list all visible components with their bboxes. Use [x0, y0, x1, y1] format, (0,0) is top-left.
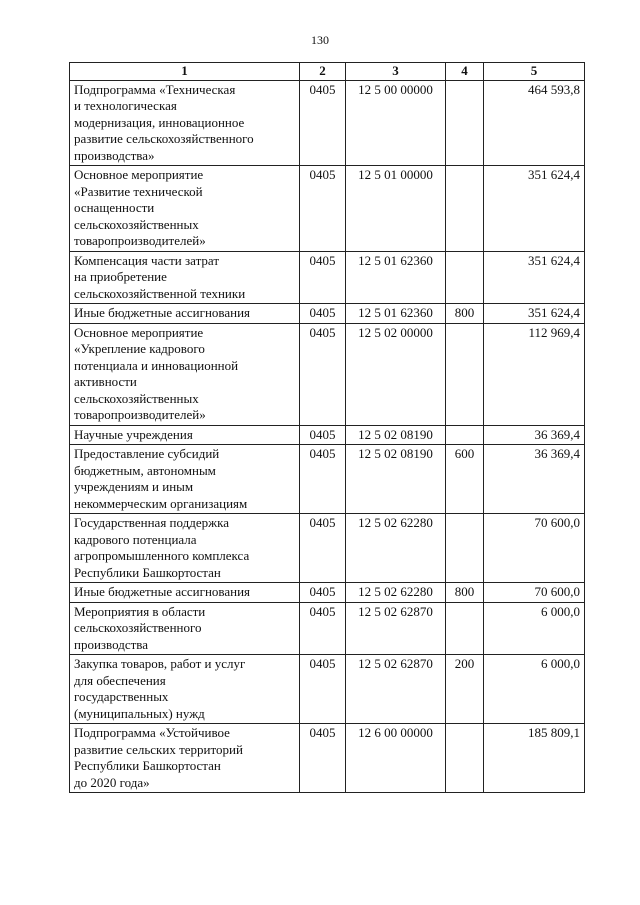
row-name: Подпрограмма «Устойчивое развитие сельских территорий Республики Башкортостан до 2020 года» [70, 724, 300, 793]
row-name: Основное мероприятие «Развитие технической оснащенности сельскохозяйственных товаропроизводителей» [70, 166, 300, 252]
table-body [70, 80, 585, 793]
row-name: Иные бюджетные ассигнования [70, 583, 300, 603]
row-target-code: 12 5 02 62280 [346, 583, 446, 603]
page-number: 130 [311, 33, 329, 47]
row-target-code: 12 5 02 08190 [346, 445, 446, 514]
table-row [70, 323, 585, 425]
table-row [70, 583, 585, 603]
row-section-code: 0405 [300, 583, 346, 603]
row-expense-kind: 800 [446, 583, 484, 603]
row-expense-kind: 600 [446, 445, 484, 514]
row-target-code: 12 5 00 00000 [346, 80, 446, 166]
row-section-code: 0405 [300, 655, 346, 724]
column-header-5: 5 [484, 63, 585, 81]
row-name: Иные бюджетные ассигнования [70, 304, 300, 324]
row-expense-kind: 200 [446, 655, 484, 724]
row-expense-kind [446, 514, 484, 583]
row-target-code: 12 5 02 00000 [346, 323, 446, 425]
column-header-1: 1 [70, 63, 300, 81]
row-target-code: 12 5 02 62870 [346, 655, 446, 724]
table-row [70, 514, 585, 583]
table-row [70, 304, 585, 324]
row-amount: 6 000,0 [484, 655, 585, 724]
row-name: Мероприятия в области сельскохозяйственного производства [70, 602, 300, 655]
row-expense-kind [446, 724, 484, 793]
table-header-row [70, 63, 585, 81]
row-amount: 70 600,0 [484, 583, 585, 603]
row-amount: 36 369,4 [484, 445, 585, 514]
row-target-code: 12 5 02 62870 [346, 602, 446, 655]
table-row [70, 655, 585, 724]
table-row [70, 80, 585, 166]
row-name: Научные учреждения [70, 425, 300, 445]
row-section-code: 0405 [300, 602, 346, 655]
table-row [70, 166, 585, 252]
column-header-3: 3 [346, 63, 446, 81]
column-header-2: 2 [300, 63, 346, 81]
row-expense-kind [446, 166, 484, 252]
row-expense-kind: 800 [446, 304, 484, 324]
row-section-code: 0405 [300, 166, 346, 252]
row-name: Предоставление субсидий бюджетным, автономным учреждениям и иным некоммерческим организациям [70, 445, 300, 514]
table-row [70, 251, 585, 304]
row-section-code: 0405 [300, 251, 346, 304]
row-expense-kind [446, 80, 484, 166]
row-amount: 351 624,4 [484, 251, 585, 304]
row-section-code: 0405 [300, 514, 346, 583]
row-name: Закупка товаров, работ и услуг для обеспечения государственных (муниципальных) нужд [70, 655, 300, 724]
row-section-code: 0405 [300, 323, 346, 425]
row-amount: 351 624,4 [484, 166, 585, 252]
budget-table [69, 62, 585, 793]
row-amount: 6 000,0 [484, 602, 585, 655]
row-section-code: 0405 [300, 304, 346, 324]
row-name: Компенсация части затрат на приобретение сельскохозяйственной техники [70, 251, 300, 304]
row-expense-kind [446, 323, 484, 425]
row-name: Основное мероприятие «Укрепление кадрового потенциала и инновационной активности сельскохозяйственных товаропроизводителей» [70, 323, 300, 425]
row-target-code: 12 5 02 62280 [346, 514, 446, 583]
table-row [70, 602, 585, 655]
row-amount: 112 969,4 [484, 323, 585, 425]
row-section-code: 0405 [300, 724, 346, 793]
column-header-4: 4 [446, 63, 484, 81]
row-section-code: 0405 [300, 445, 346, 514]
row-expense-kind [446, 602, 484, 655]
row-target-code: 12 5 01 62360 [346, 251, 446, 304]
row-amount: 351 624,4 [484, 304, 585, 324]
row-amount: 185 809,1 [484, 724, 585, 793]
row-amount: 464 593,8 [484, 80, 585, 166]
row-name: Государственная поддержка кадрового потенциала агропромышленного комплекса Республики Башкортостан [70, 514, 300, 583]
table-row [70, 425, 585, 445]
row-amount: 36 369,4 [484, 425, 585, 445]
row-amount: 70 600,0 [484, 514, 585, 583]
row-target-code: 12 5 01 00000 [346, 166, 446, 252]
table-row [70, 445, 585, 514]
row-section-code: 0405 [300, 80, 346, 166]
row-target-code: 12 5 01 62360 [346, 304, 446, 324]
row-name: Подпрограмма «Техническая и технологическая модернизация, инновационное развитие сельскохозяйственного производства» [70, 80, 300, 166]
row-expense-kind [446, 251, 484, 304]
row-target-code: 12 5 02 08190 [346, 425, 446, 445]
row-target-code: 12 6 00 00000 [346, 724, 446, 793]
row-section-code: 0405 [300, 425, 346, 445]
row-expense-kind [446, 425, 484, 445]
table-row [70, 724, 585, 793]
